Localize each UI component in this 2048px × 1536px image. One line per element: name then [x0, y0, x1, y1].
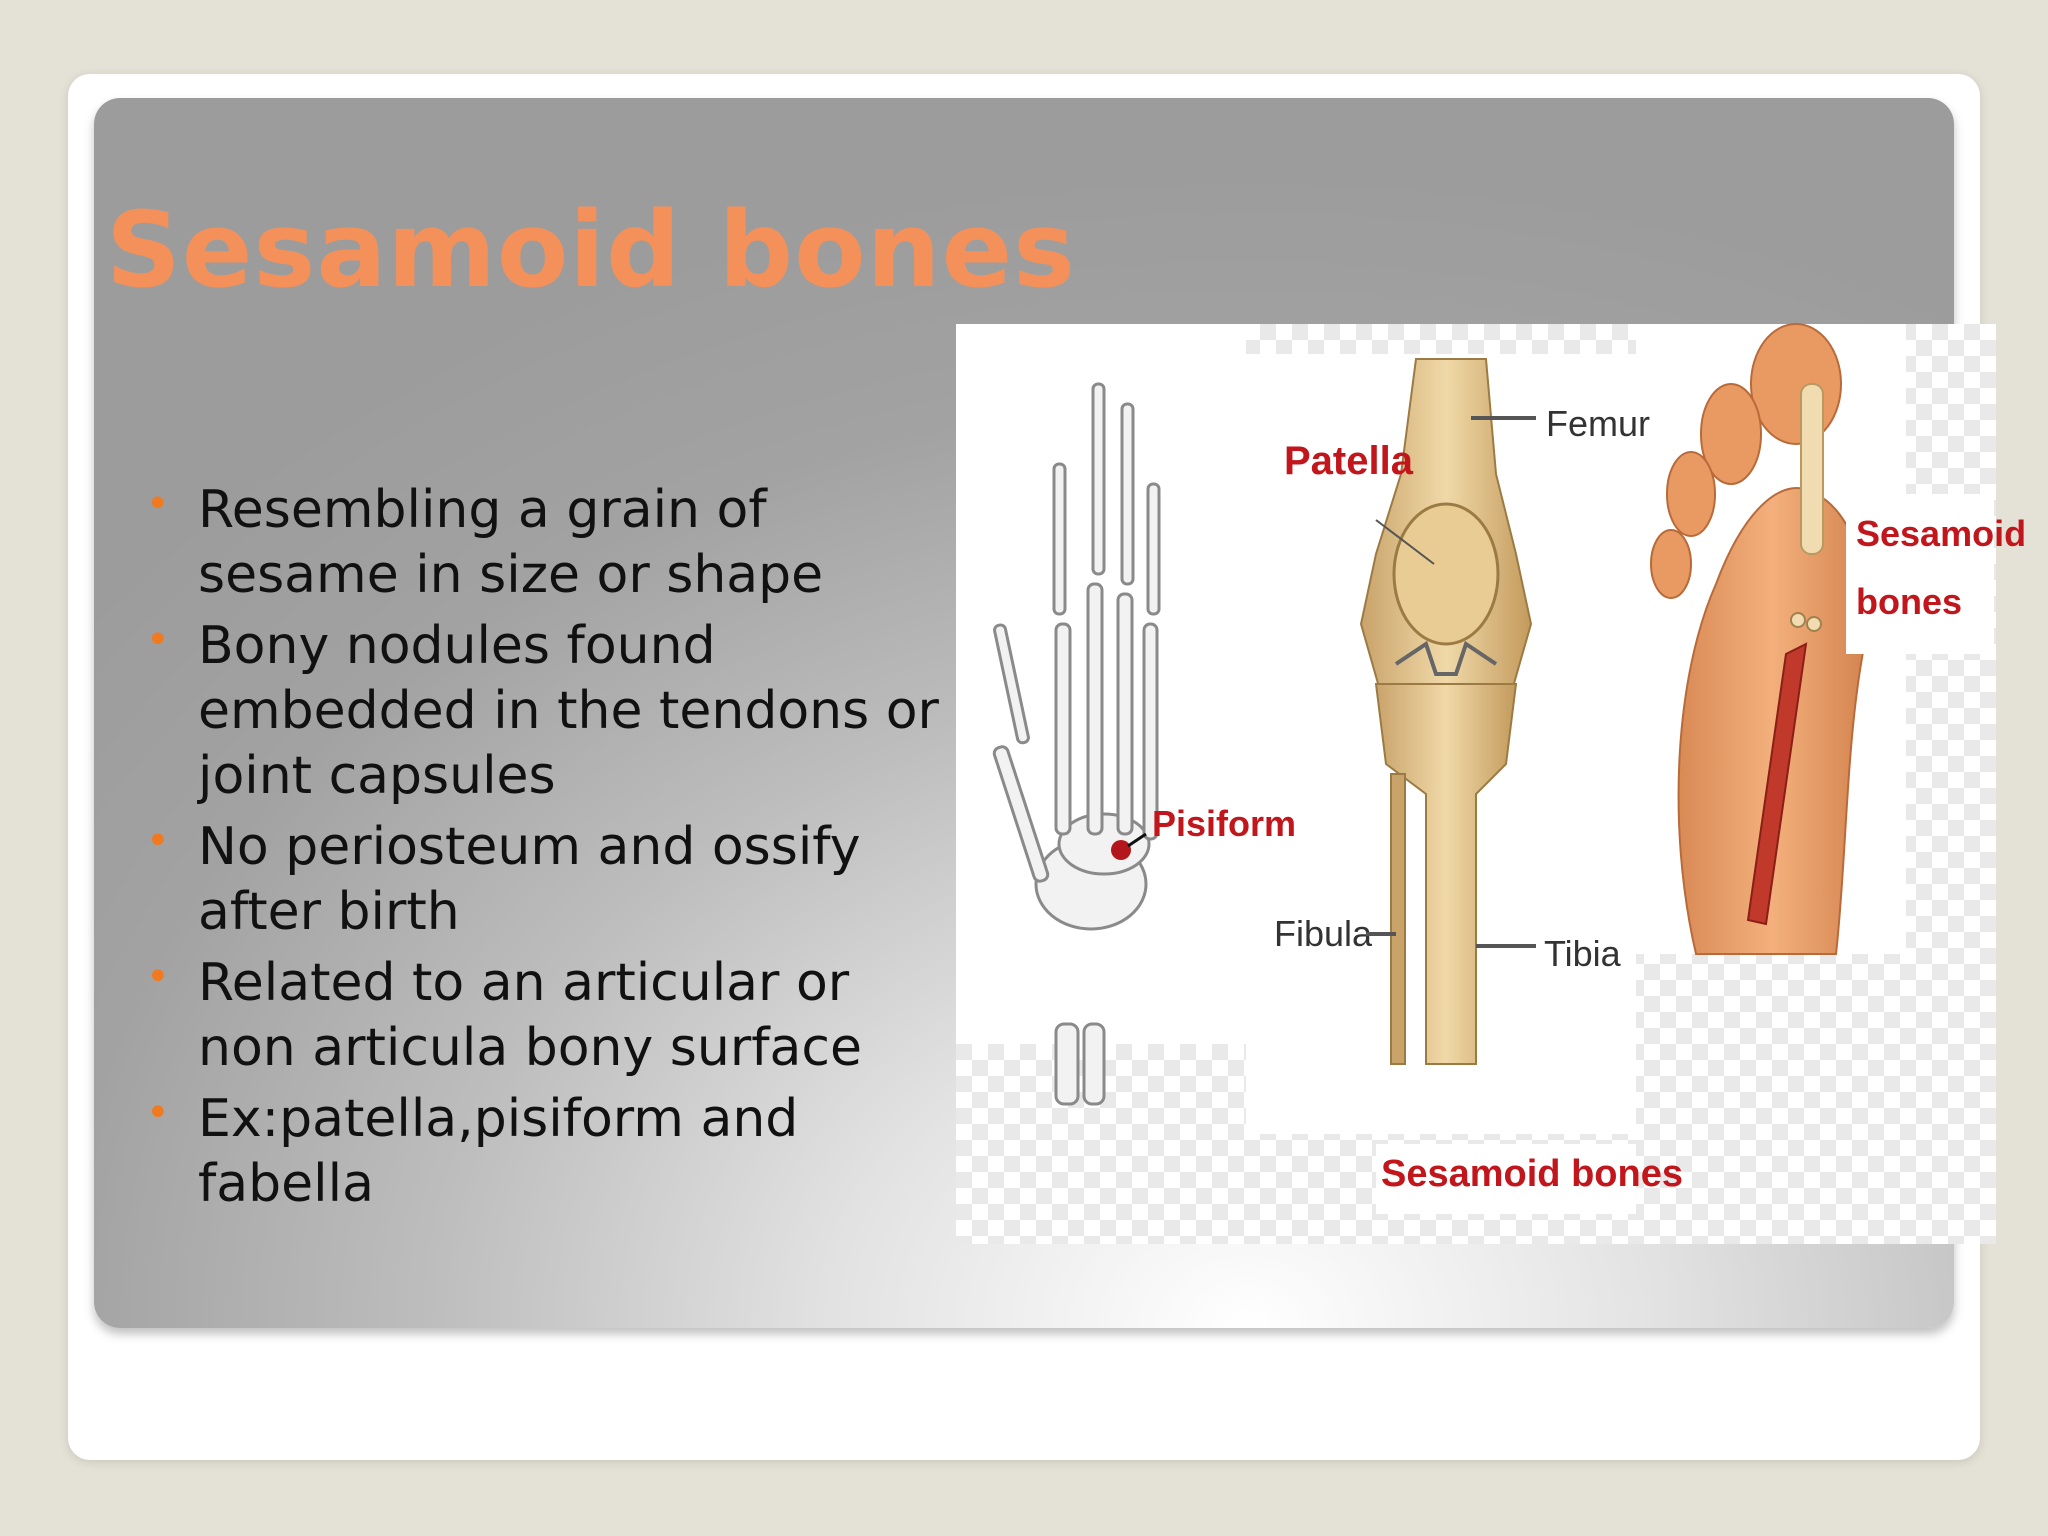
sesamoid-label-line2: bones	[1856, 581, 1963, 622]
bullet-item: • Resembling a grain of sesame in size or shape	[146, 480, 824, 605]
bullet-item: • Bony nodules found embedded in the tendons or joint capsules	[146, 616, 939, 806]
anatomy-illustration	[956, 324, 2027, 1244]
pisiform-marker	[1111, 840, 1131, 860]
bullet-dot-icon: •	[146, 954, 170, 1000]
bullet-item: • Ex:patella,pisiform and fabella	[146, 1089, 799, 1214]
slide-title: Sesamoid bones	[106, 189, 1077, 311]
sesamoid-label-line1: Sesamoid	[1856, 513, 2027, 554]
pisiform-label: Pisiform	[1152, 803, 1297, 844]
bullet-list	[146, 478, 950, 1223]
femur-label: Femur	[1546, 403, 1651, 444]
bullet-item: • Related to an articular or non articula bony surface	[146, 953, 862, 1078]
bullet-dot-icon: •	[146, 1090, 170, 1136]
bullet-item: • No periosteum and ossify after birth	[146, 817, 861, 942]
patella-label: Patella	[1284, 439, 1413, 483]
bullet-dot-icon: •	[146, 617, 170, 663]
bullet-dot-icon: •	[146, 818, 170, 864]
anatomy-figure	[956, 324, 2027, 1244]
bullet-dot-icon: •	[146, 481, 170, 527]
figure-caption: Sesamoid bones	[1381, 1153, 1683, 1195]
fibula-label: Fibula	[1274, 913, 1373, 954]
tibia-label: Tibia	[1544, 933, 1621, 974]
